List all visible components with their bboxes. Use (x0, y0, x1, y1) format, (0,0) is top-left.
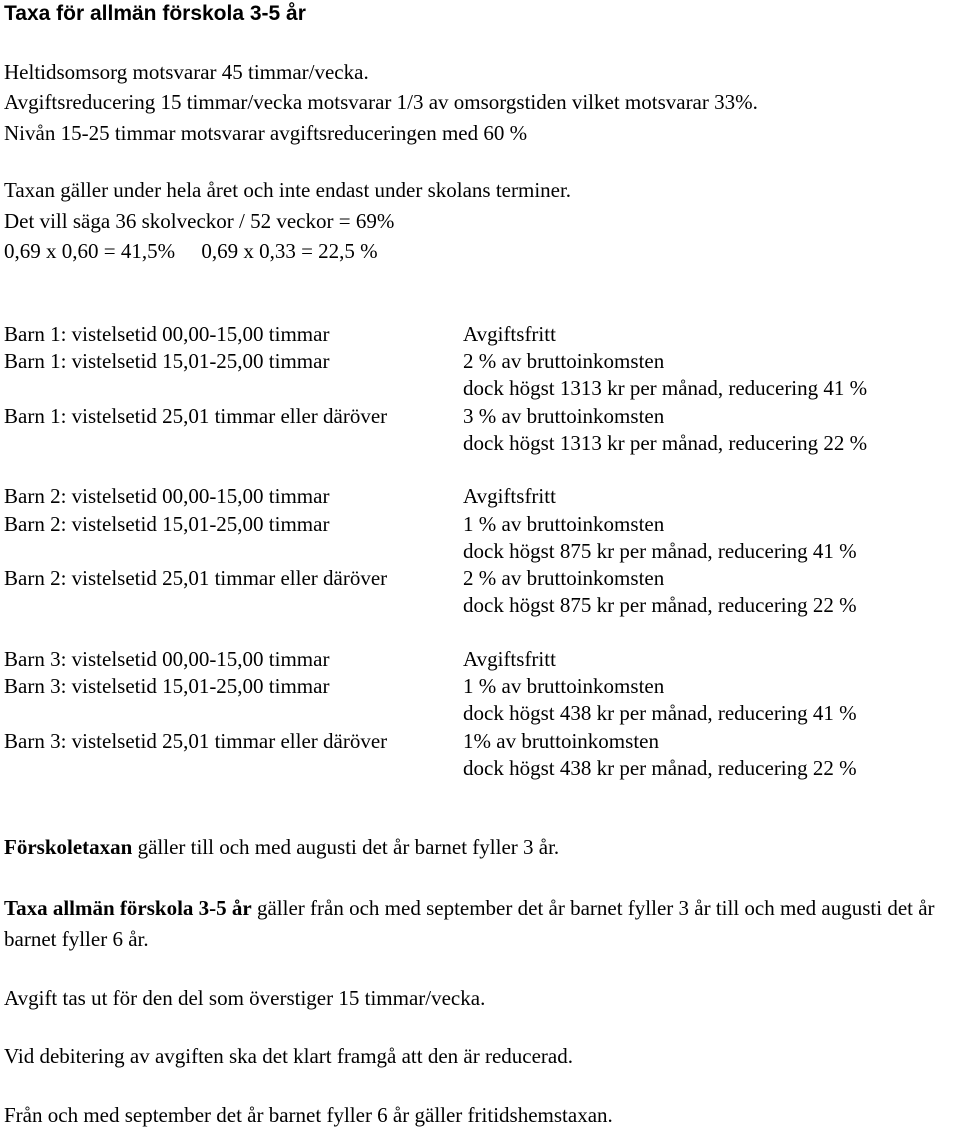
intro-line-weeks: Det vill säga 36 skolveckor / 52 veckor = 69% (4, 209, 395, 233)
fee-row (4, 673, 956, 700)
fee-condition: Barn 1: vistelsetid 25,01 timmar eller däröver (4, 404, 388, 428)
note-general-preschool-term: Taxa allmän förskola 3-5 år (4, 896, 252, 920)
fee-condition: Barn 3: vistelsetid 00,00-15,00 timmar (4, 647, 330, 671)
note-preschool-fee-term: Förskoletaxan (4, 835, 133, 859)
fee-amount: 1 % av bruttoinkomsten (463, 674, 665, 698)
note-preschool-fee (4, 832, 960, 863)
fee-amount: 2 % av bruttoinkomsten (463, 349, 665, 373)
fee-amount: dock högst 875 kr per månad, reducering 22 % (463, 593, 857, 617)
fee-row (4, 348, 956, 375)
fee-row (4, 430, 956, 457)
fee-amount: Avgiftsfritt (463, 322, 556, 346)
intro-line-reduction: Avgiftsreducering 15 timmar/vecka motsvarar 1/3 av omsorgstiden vilket motsvarar 33%. (4, 90, 758, 114)
fee-row (4, 592, 956, 619)
fee-condition: Barn 3: vistelsetid 25,01 timmar eller däröver (4, 729, 388, 753)
fee-amount: dock högst 438 kr per månad, reducering 22 % (463, 756, 857, 780)
fee-row (4, 483, 956, 510)
intro-line-level: Nivån 15-25 timmar motsvarar avgiftsreduceringen med 60 % (4, 121, 528, 145)
note-general-preschool-text: gäller från och med september det år barnet fyller 3 år till och med augusti det år barnet fyller 6 år. (4, 896, 935, 951)
fee-amount: Avgiftsfritt (463, 484, 556, 508)
fee-amount: dock högst 438 kr per månad, reducering 41 % (463, 701, 857, 725)
fee-amount: 2 % av bruttoinkomsten (463, 566, 665, 590)
fee-amount: dock högst 875 kr per månad, reducering 41 % (463, 539, 857, 563)
note-after-school-fee: Från och med september det år barnet fyller 6 år gäller fritidshemstaxan. (4, 1103, 613, 1127)
fee-amount: dock högst 1313 kr per månad, reducering 22 % (463, 431, 868, 455)
intro-line-fulltime: Heltidsomsorg motsvarar 45 timmar/vecka. (4, 60, 369, 84)
note-general-preschool (4, 893, 960, 955)
fee-amount: 3 % av bruttoinkomsten (463, 404, 665, 428)
fee-amount: Avgiftsfritt (463, 647, 556, 671)
fee-amount: 1 % av bruttoinkomsten (463, 512, 665, 536)
fee-row (4, 700, 956, 727)
fee-row (4, 538, 956, 565)
fee-condition: Barn 1: vistelsetid 15,01-25,00 timmar (4, 349, 330, 373)
document-title: Taxa för allmän förskola 3-5 år (4, 2, 306, 25)
fee-row (4, 511, 956, 538)
intro-line-calculation: 0,69 x 0,60 = 41,5% 0,69 x 0,33 = 22,5 % (4, 239, 378, 263)
fee-row (4, 565, 956, 592)
fee-row (4, 728, 956, 755)
fee-condition: Barn 2: vistelsetid 25,01 timmar eller däröver (4, 566, 388, 590)
note-billing: Vid debitering av avgiften ska det klart framgå att den är reducerad. (4, 1044, 573, 1068)
fee-row (4, 755, 956, 782)
fee-row (4, 375, 956, 402)
note-fee-threshold: Avgift tas ut för den del som överstiger 15 timmar/vecka. (4, 986, 486, 1010)
fee-condition: Barn 1: vistelsetid 00,00-15,00 timmar (4, 322, 330, 346)
fee-row (4, 403, 956, 430)
fee-row (4, 321, 956, 348)
fee-amount: 1% av bruttoinkomsten (463, 729, 659, 753)
fee-condition: Barn 2: vistelsetid 00,00-15,00 timmar (4, 484, 330, 508)
fee-condition: Barn 2: vistelsetid 15,01-25,00 timmar (4, 512, 330, 536)
intro-line-year: Taxan gäller under hela året och inte endast under skolans terminer. (4, 178, 572, 202)
fee-row (4, 646, 956, 673)
fee-condition: Barn 3: vistelsetid 15,01-25,00 timmar (4, 674, 330, 698)
fee-amount: dock högst 1313 kr per månad, reducering 41 % (463, 376, 868, 400)
note-preschool-fee-text: gäller till och med augusti det år barnet fyller 3 år. (132, 835, 560, 859)
